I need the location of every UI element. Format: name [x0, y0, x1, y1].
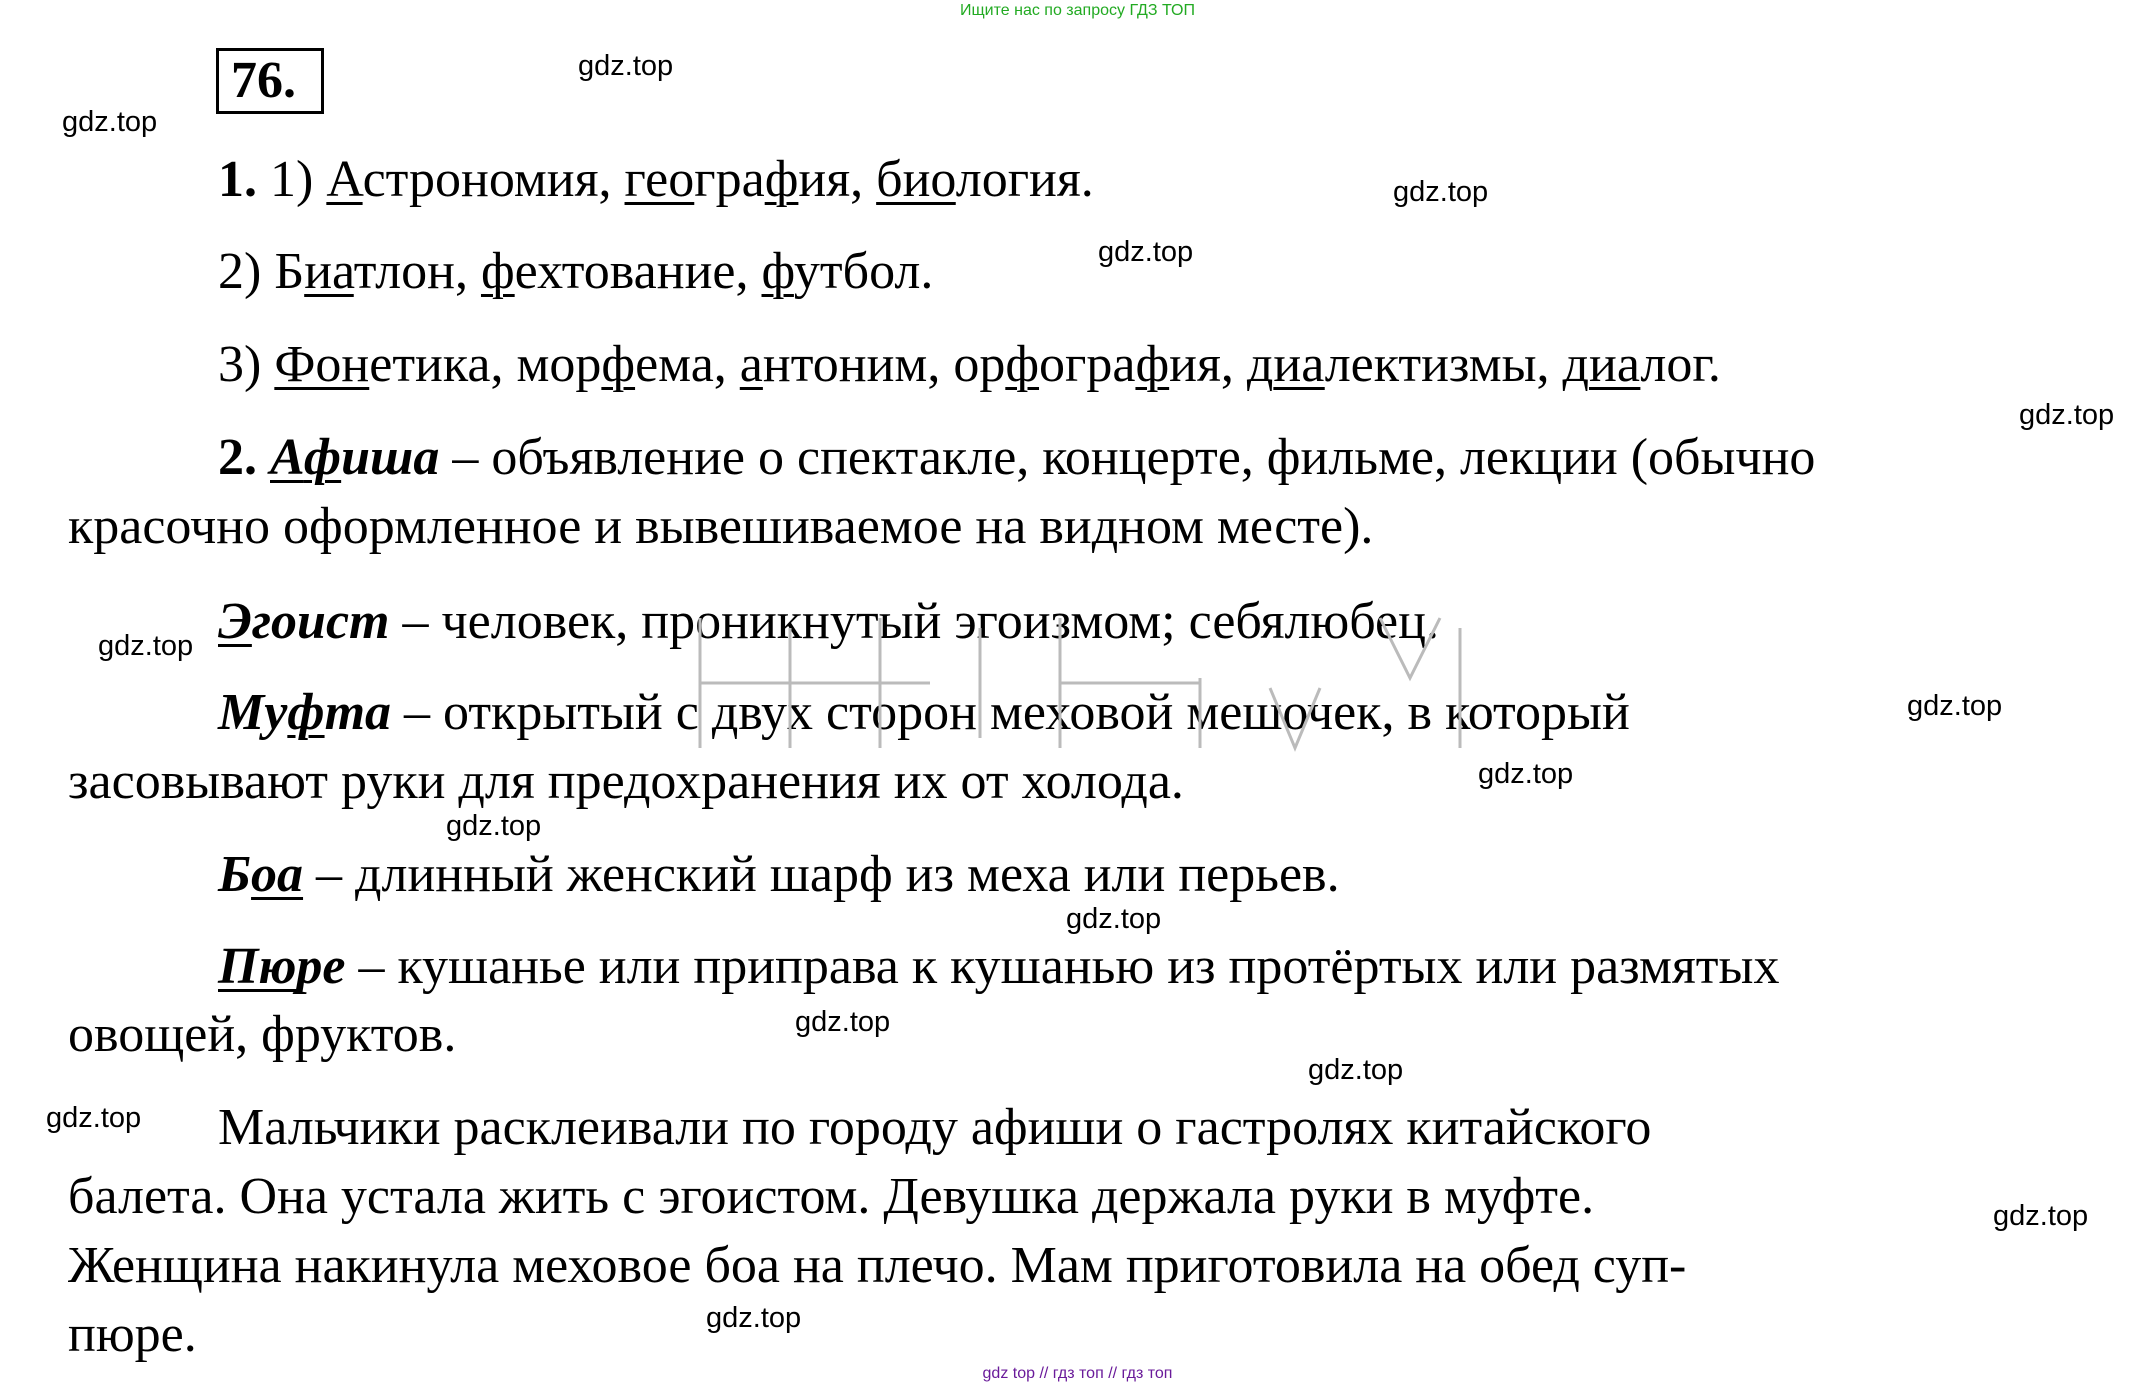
watermark: gdz.top: [706, 1302, 802, 1334]
watermark: gdz.top: [1308, 1054, 1404, 1086]
section1-line3: 3) Фонетика, морфема, антоним, орфография, диалектизмы, диалог.: [218, 336, 1721, 393]
word-antonym: антоним: [739, 336, 928, 393]
line1-num: 1): [270, 151, 314, 208]
word-morpheme: морфема: [516, 336, 714, 393]
word-phonetics: Фонетика: [274, 336, 491, 393]
definition-mufta-line2: засовывают руки для предохранения их от холода.: [68, 753, 1184, 810]
word-biathlon: Биатлон: [274, 243, 455, 300]
word-dialectisms: диалектизмы: [1246, 336, 1537, 393]
definition-afisha-line1: 2. Афиша – объявление о спектакле, концерте, фильме, лекции (обычно: [218, 429, 1816, 486]
line2-num: 2): [218, 243, 262, 300]
definition-pyure-line1: Пюре – кушанье или приправа к кушанью из протёртых или размятых: [218, 938, 1780, 995]
section1-label: 1.: [218, 151, 257, 208]
definition-egoist: Эгоист – человек, проникнутый эгоизмом; себялюбец.: [218, 593, 1439, 650]
watermark: gdz.top: [1907, 690, 2003, 722]
definition-mufta-line1: Муфта – открытый с двух сторон меховой мешочек, в который: [218, 684, 1630, 741]
sentences-line1: Мальчики расклеивали по городу афиши о гастролях китайского: [218, 1099, 1652, 1156]
watermark: gdz.top: [446, 810, 542, 842]
definition-afisha-line2: красочно оформленное и вывешиваемое на видном месте).: [68, 498, 1374, 555]
sentences-line3: Женщина накинула меховое боа на плечо. Мам приготовила на обед суп-: [68, 1237, 1687, 1294]
watermark: gdz.top: [46, 1102, 142, 1134]
section1-line2: 2) Биатлон, фехтование, футбол.: [218, 243, 934, 300]
watermark: gdz.top: [62, 106, 158, 138]
sentences-line4: пюре.: [68, 1306, 197, 1363]
watermark: gdz.top: [1066, 903, 1162, 935]
sentences-line2: балета. Она устала жить с эгоистом. Девушка держала руки в муфте.: [68, 1168, 1595, 1225]
word-football: футбол: [761, 243, 921, 300]
watermark: gdz.top: [98, 630, 194, 662]
word-geography: география: [624, 151, 851, 208]
term-mufta: Муфта: [218, 684, 392, 741]
watermark: gdz.top: [1478, 758, 1574, 790]
section2-label: 2.: [218, 429, 257, 486]
watermark: gdz.top: [1993, 1200, 2089, 1232]
line3-num: 3): [218, 336, 262, 393]
top-banner: Ищите нас по запросу ГДЗ ТОП: [960, 2, 1195, 19]
watermark: gdz.top: [578, 50, 674, 82]
word-astronomy: Астрономия: [326, 151, 599, 208]
word-orthography: орфография: [953, 336, 1221, 393]
exercise-number: 76.: [216, 48, 324, 114]
watermark: gdz.top: [1393, 176, 1489, 208]
term-boa: Боа: [218, 846, 304, 903]
watermark: gdz.top: [795, 1006, 891, 1038]
bottom-banner: gdz top // гдз топ // гдз топ: [982, 1365, 1173, 1382]
definition-boa: Боа – длинный женский шарф из меха или перьев.: [218, 846, 1340, 903]
section1-line1: 1. 1) Астрономия, география, биология.: [218, 151, 1094, 208]
definition-pyure-line2: овощей, фруктов.: [68, 1006, 457, 1063]
watermark: gdz.top: [2019, 399, 2115, 431]
word-fencing: фехтование: [480, 243, 736, 300]
word-dialogue: диалог: [1562, 336, 1708, 393]
term-afisha: Афиша: [270, 429, 440, 486]
word-biology: биология: [876, 151, 1081, 208]
term-pyure: Пюре: [218, 938, 346, 995]
watermark: gdz.top: [1098, 236, 1194, 268]
term-egoist: Эгоист: [218, 593, 390, 650]
